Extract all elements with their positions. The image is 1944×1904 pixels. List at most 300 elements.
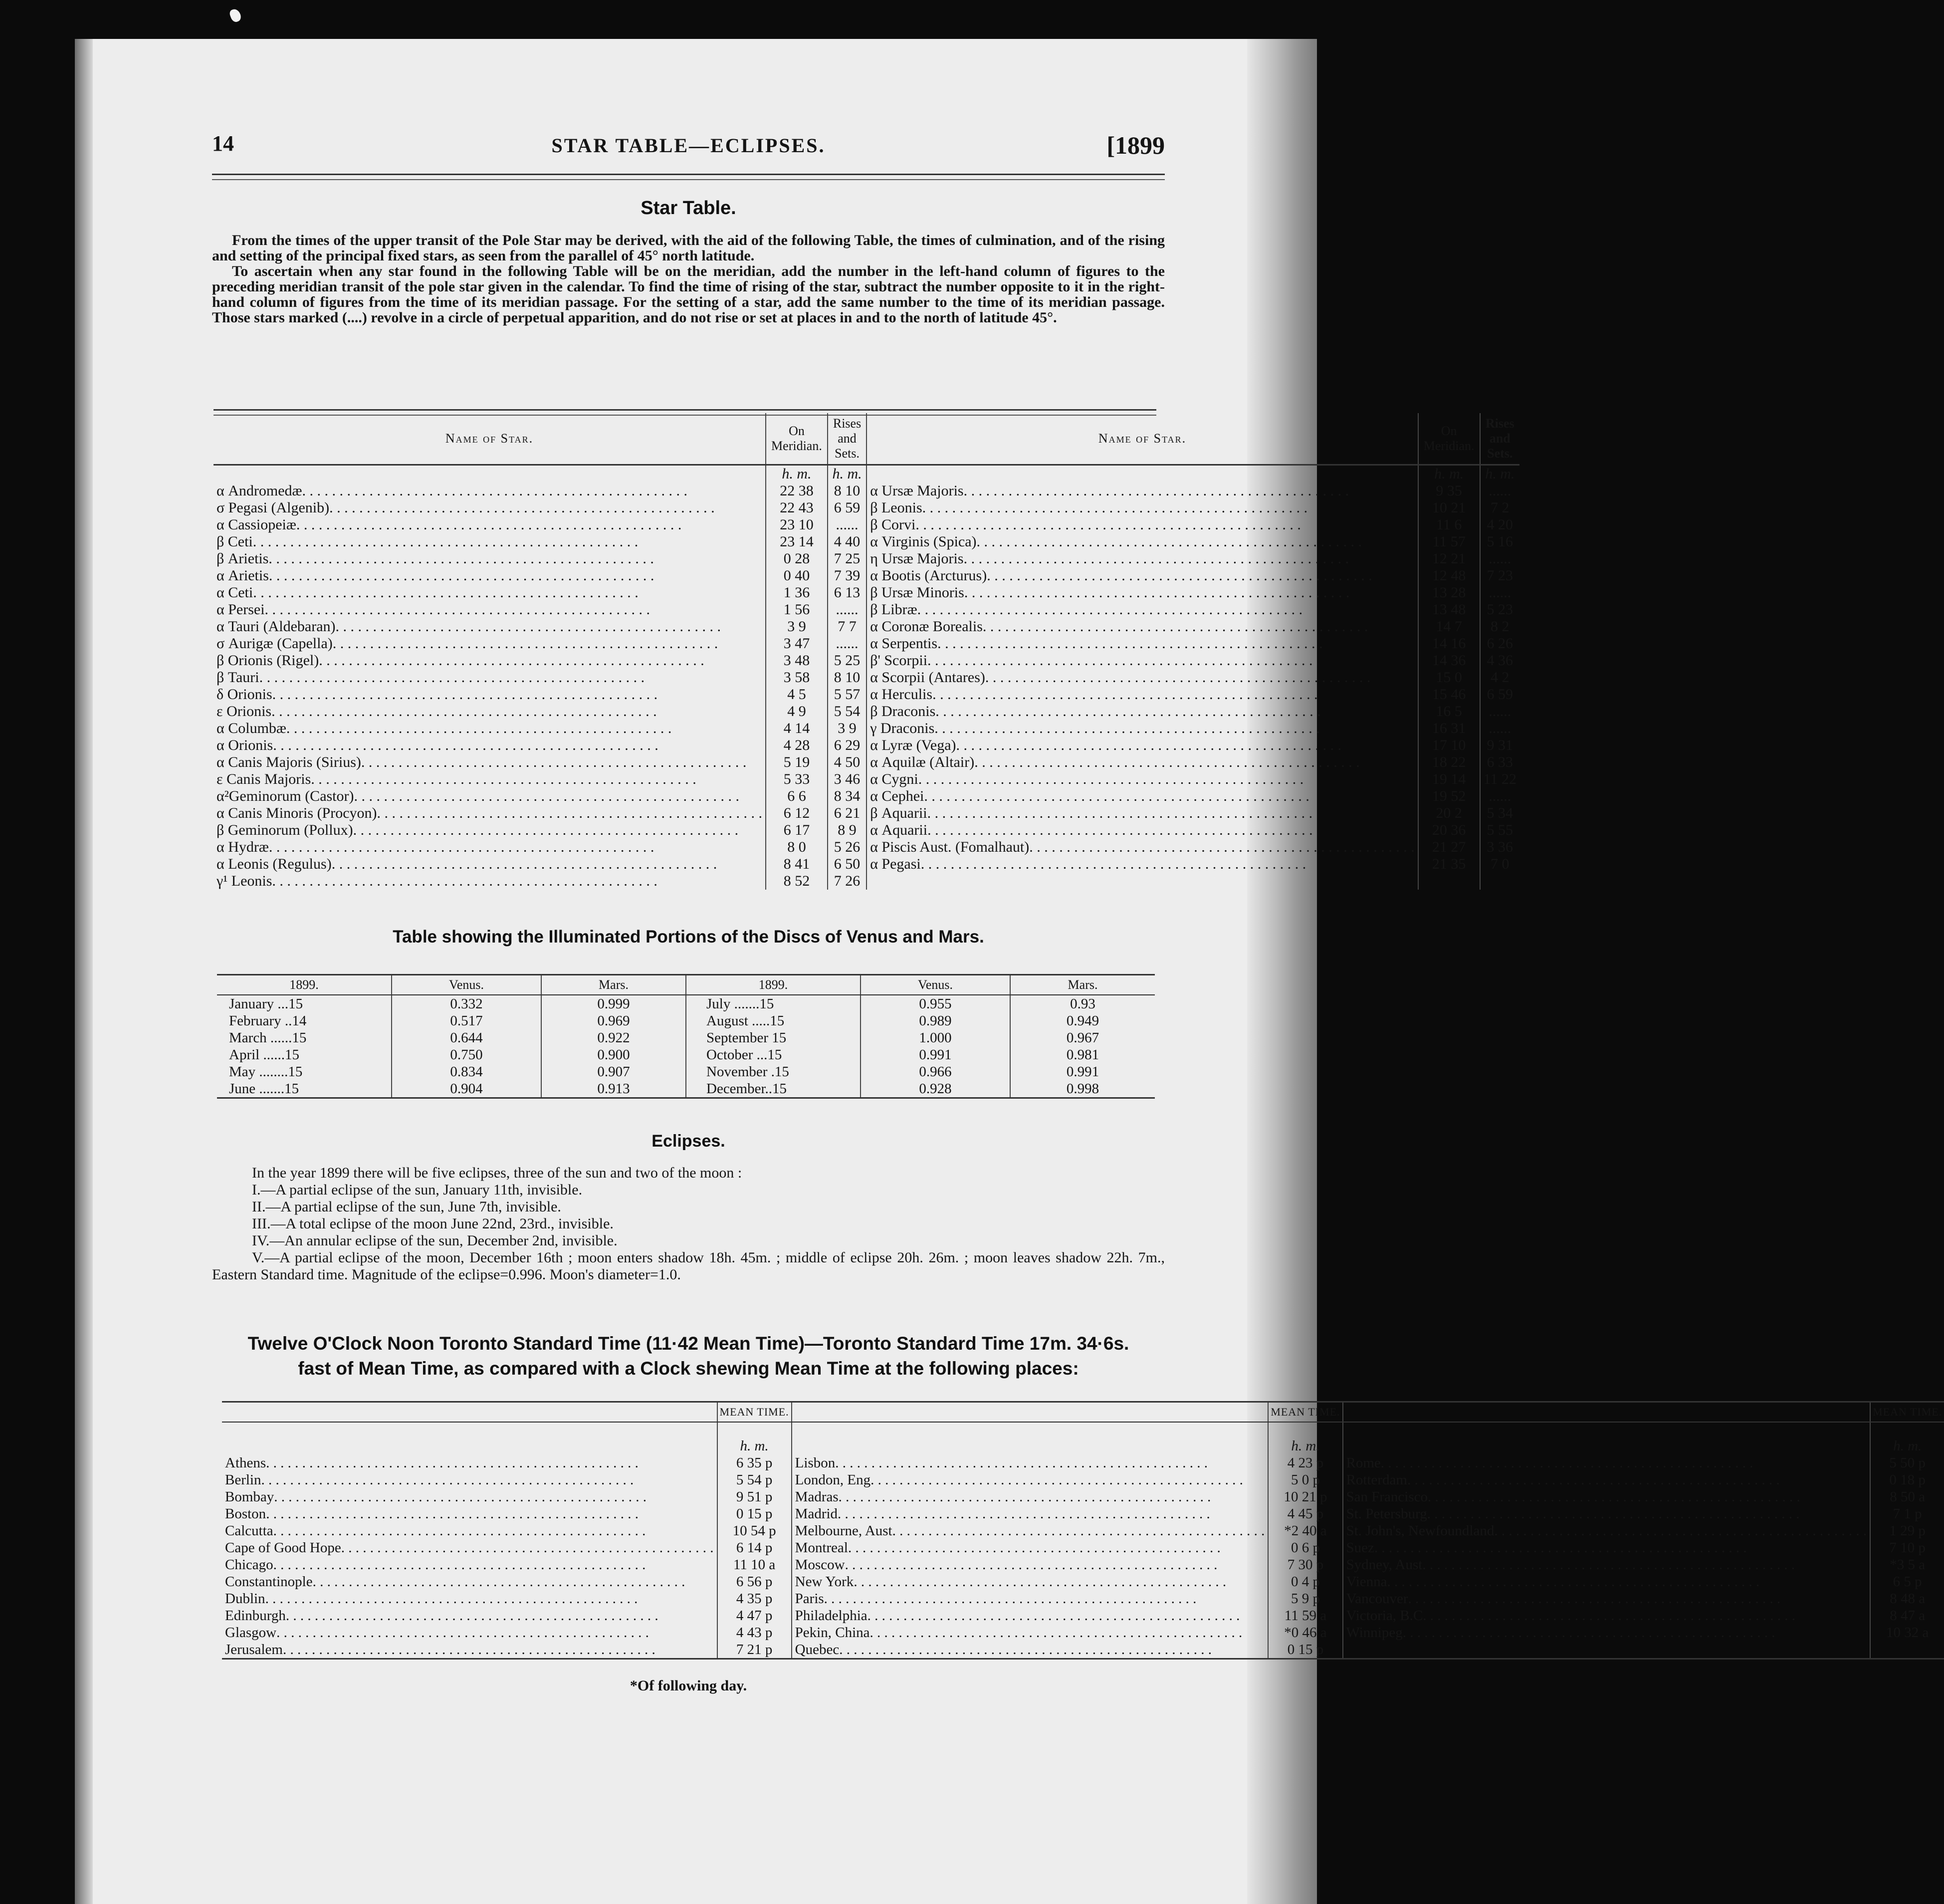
star-name <box>870 839 1415 856</box>
eclipse-item: III.—A total eclipse of the moon June 22nd, 23rd., invisible. <box>252 1215 614 1232</box>
mean-time-value: 9 51 p <box>717 1488 792 1505</box>
leader-dots <box>354 788 763 805</box>
mean-time-value: 5 9 p <box>1268 1590 1342 1607</box>
leader-dots <box>964 550 1415 567</box>
star-name <box>216 771 762 788</box>
rises-sets-value: 8 9 <box>828 822 866 839</box>
rises-sets-value: 8 10 <box>828 669 866 686</box>
units-row <box>222 1422 1944 1454</box>
date-cell: May ........15 <box>217 1063 392 1080</box>
leader-dots <box>1408 1590 1867 1607</box>
star-name-label: α Leonis (Regulus) <box>216 856 332 872</box>
star-name <box>216 669 762 686</box>
rises-sets-value: ...... <box>828 635 866 652</box>
place <box>225 1556 714 1573</box>
star-name <box>216 516 762 533</box>
mean-time-value: 0 15 p <box>1268 1641 1342 1659</box>
star-name <box>870 584 1415 601</box>
mars-value: 0.93 <box>1070 996 1095 1012</box>
illuminated-heading: Table showing the Illuminated Portions of the Discs of Venus and Mars. <box>393 927 984 947</box>
mars-value: 0.998 <box>1010 1080 1155 1098</box>
star-name-cell <box>214 669 766 686</box>
illuminated-table <box>217 974 1155 1099</box>
star-name-label: β Aquarii <box>870 805 927 821</box>
on-meridian-value: 6 17 <box>766 822 828 839</box>
on-meridian-value: 4 5 <box>766 686 828 703</box>
venus-value: 0.834 <box>392 1063 541 1080</box>
place <box>225 1607 714 1624</box>
leader-dots <box>974 754 1415 771</box>
on-meridian-value: 21 27 <box>1418 839 1480 856</box>
on-meridian-value: 3 47 <box>766 635 828 652</box>
place-name: Madras <box>795 1489 839 1505</box>
footnote: *Of following day. <box>630 1677 747 1694</box>
rises-sets-value: 4 50 <box>828 754 866 771</box>
star-row <box>214 737 1519 754</box>
star-name-cell <box>866 618 1418 635</box>
mean-time-value: 10 21 p <box>1268 1488 1342 1505</box>
star-row <box>214 839 1519 856</box>
rises-sets-value: 4 40 <box>828 533 866 550</box>
place-cell <box>222 1556 717 1573</box>
mean-time-row <box>222 1641 1944 1659</box>
star-name <box>870 703 1415 720</box>
units-row <box>214 465 1519 483</box>
star-name-cell <box>214 533 766 550</box>
place <box>795 1641 1265 1658</box>
leader-dots <box>269 839 762 856</box>
place-name: New York <box>795 1574 854 1590</box>
star-name-cell <box>214 482 766 499</box>
on-meridian-value: 6 12 <box>766 805 828 822</box>
star-name <box>870 516 1415 533</box>
rises-sets-value: 3 46 <box>828 771 866 788</box>
star-name <box>216 737 762 754</box>
star-name-label: α Lyræ (Vega) <box>870 737 956 753</box>
star-name-label: α Bootis (Arcturus) <box>870 567 987 584</box>
blank <box>866 465 1418 483</box>
leader-dots <box>272 686 762 703</box>
place-name: Pekin, China <box>795 1625 870 1641</box>
header-mars: Mars. <box>541 975 686 995</box>
on-meridian-value: 14 36 <box>1418 652 1480 669</box>
mean-time-row <box>222 1454 1944 1471</box>
star-name-label: β Tauri <box>216 669 259 686</box>
header-year: 1899. <box>686 975 861 995</box>
mean-time-value: 10 32 a <box>1886 1625 1929 1641</box>
star-row <box>214 856 1519 873</box>
star-name-cell <box>866 516 1418 533</box>
star-name <box>870 788 1415 805</box>
rises-sets-value: 6 59 <box>828 499 866 516</box>
star-name-label: β Ceti <box>216 533 253 550</box>
star-row <box>214 635 1519 652</box>
place <box>225 1488 714 1505</box>
date-cell: September 15 <box>686 1029 861 1046</box>
rises-sets-value: 6 13 <box>828 584 866 601</box>
rises-sets-value: 5 26 <box>828 839 866 856</box>
star-name-cell <box>214 771 766 788</box>
star-name-label: σ Aurigæ (Capella) <box>216 635 333 652</box>
place <box>795 1624 1265 1641</box>
mean-time-value: 6 14 p <box>717 1539 792 1556</box>
blank <box>222 1422 717 1454</box>
leader-dots <box>302 482 763 499</box>
star-name-label: α Cygni <box>870 771 918 787</box>
header-venus: Venus. <box>861 975 1010 995</box>
venus-value: 0.989 <box>861 1012 1010 1029</box>
rises-sets-value: ...... <box>1489 788 1512 804</box>
star-name-cell <box>214 584 766 601</box>
star-row <box>214 567 1519 584</box>
eclipses-list <box>212 1165 1165 1283</box>
leader-dots <box>341 1539 714 1556</box>
place-name: London, Eng <box>795 1472 871 1488</box>
venus-value: 0.904 <box>392 1080 541 1098</box>
leader-dots <box>377 805 763 822</box>
leader-dots <box>253 533 762 550</box>
place-name: Vancouver <box>1346 1591 1408 1607</box>
on-meridian-value: 22 43 <box>766 499 828 516</box>
rises-sets-value: 5 55 <box>1487 822 1513 838</box>
place-cell <box>222 1454 717 1471</box>
place <box>225 1505 714 1522</box>
on-meridian-value: 4 28 <box>766 737 828 754</box>
illuminated-row <box>217 1046 1155 1063</box>
leader-dots <box>1029 839 1415 856</box>
rises-sets-value: 6 21 <box>828 805 866 822</box>
place-cell <box>222 1590 717 1607</box>
place <box>795 1607 1265 1624</box>
leader-dots <box>927 805 1415 822</box>
place-cell <box>222 1624 717 1641</box>
star-name <box>870 618 1415 635</box>
on-meridian-value: 19 52 <box>1418 788 1480 805</box>
venus-value: 0.955 <box>861 995 1010 1012</box>
star-name <box>870 567 1415 584</box>
leader-dots <box>845 1556 1265 1573</box>
rises-sets-value: 9 31 <box>1487 737 1513 753</box>
leader-dots <box>274 1488 713 1505</box>
on-meridian-value: 17 10 <box>1418 737 1480 754</box>
header-year: 1899. <box>217 975 392 995</box>
leader-dots <box>838 1505 1265 1522</box>
mean-time-row <box>222 1539 1944 1556</box>
mean-time-value: 7 1 p <box>1893 1506 1922 1522</box>
leader-dots <box>1494 1522 1867 1539</box>
place-cell <box>1343 1505 1871 1522</box>
leader-dots <box>977 533 1415 550</box>
mars-value: 0.981 <box>1066 1047 1099 1063</box>
leader-dots <box>917 601 1415 618</box>
star-name-cell <box>866 737 1418 754</box>
place-name: Bombay <box>225 1489 274 1505</box>
star-name-cell <box>866 822 1418 839</box>
place-cell <box>222 1573 717 1590</box>
star-name-label: α Pegasi <box>870 856 921 872</box>
star-row <box>214 584 1519 601</box>
intro-paragraph-2: To ascertain when any star found in the following Table will be on the meridian, add the number in the left-hand column of figures to the preceding meridian transit of the pole star given in the calendar. To find the time of rising of the star, subtract the number opposite to it in the right-hand column of figures from the time of its meridian passage. For the setting of a star, add the same number to the time of its meridian passage. Those stars marked (....) revolve in a circle of perpetual apparition, and do not rise or set at places in and to the north of latitude 45°. <box>212 263 1165 326</box>
on-meridian-value: 3 58 <box>766 669 828 686</box>
header-venus: Venus. <box>392 975 541 995</box>
star-name-cell <box>866 805 1418 822</box>
place-name: Edinburgh <box>225 1608 286 1624</box>
star-name <box>870 822 1415 839</box>
star-name-cell <box>866 550 1418 567</box>
leader-dots <box>273 1522 714 1539</box>
leader-dots <box>269 567 762 584</box>
header-blank <box>792 1402 1269 1423</box>
mean-time-value: 0 18 p <box>1889 1472 1926 1488</box>
star-row <box>214 771 1519 788</box>
on-meridian-value: 3 48 <box>766 652 828 669</box>
place <box>1346 1471 1867 1488</box>
on-meridian-value: 21 35 <box>1418 856 1480 873</box>
star-name-label: δ Orionis <box>216 686 272 703</box>
leader-dots <box>273 1556 714 1573</box>
on-meridian-value: 8 52 <box>766 873 828 890</box>
place-cell <box>222 1607 717 1624</box>
star-name-label: α Canis Minoris (Procyon) <box>216 805 377 821</box>
blank <box>1418 873 1480 890</box>
star-name-cell <box>214 754 766 771</box>
place-cell <box>1343 1556 1871 1573</box>
leader-dots <box>311 771 762 788</box>
rises-sets-value: 6 50 <box>828 856 866 873</box>
place-cell <box>1343 1471 1871 1488</box>
star-name-label: α Hydræ <box>216 839 269 855</box>
place <box>795 1573 1265 1590</box>
star-name-label: α Virginis (Spica) <box>870 533 977 550</box>
place-name: Vienna <box>1346 1574 1387 1590</box>
star-name-cell <box>866 788 1418 805</box>
venus-value: 0.991 <box>861 1046 1010 1063</box>
leader-dots <box>985 669 1415 686</box>
star-name-label: ε Canis Majoris <box>216 771 311 787</box>
mean-time-row <box>222 1488 1944 1505</box>
star-name-label: β Leonis <box>870 499 922 516</box>
leader-dots <box>268 550 762 567</box>
place-name: Dublin <box>225 1591 265 1607</box>
star-name-label: α Herculis <box>870 686 933 703</box>
rises-sets-value: 7 23 <box>1487 567 1513 584</box>
star-name-label: α Serpentis <box>870 635 938 652</box>
mean-time-row <box>222 1522 1944 1539</box>
rises-sets-value: 6 26 <box>1487 635 1513 652</box>
star-name <box>216 499 762 516</box>
leader-dots <box>329 499 762 516</box>
star-name-cell <box>866 720 1418 737</box>
place-name: Rotterdam <box>1346 1472 1407 1488</box>
venus-value: 1.000 <box>861 1029 1010 1046</box>
star-name-cell <box>214 635 766 652</box>
venus-value: 0.750 <box>392 1046 541 1063</box>
on-meridian-value: 22 38 <box>766 482 828 499</box>
leader-dots <box>265 1590 714 1607</box>
star-name <box>216 550 762 567</box>
place-name: Melbourne, Aust <box>795 1523 892 1539</box>
star-name <box>870 669 1415 686</box>
leader-dots <box>265 601 763 618</box>
leader-dots <box>870 1471 1265 1488</box>
star-name-cell <box>214 499 766 516</box>
place-cell <box>792 1607 1269 1624</box>
eclipse-item: II.—A partial eclipse of the sun, June 7th, invisible. <box>252 1198 561 1215</box>
eclipses-heading: Eclipses. <box>651 1132 725 1151</box>
star-name <box>216 482 762 499</box>
leader-dots <box>273 737 762 754</box>
rises-sets-value: 7 2 <box>1491 499 1510 516</box>
rises-sets-value: ...... <box>1489 482 1512 499</box>
leader-dots <box>892 1522 1265 1539</box>
place <box>1346 1573 1867 1590</box>
place <box>795 1454 1265 1471</box>
rises-sets-value: 7 39 <box>828 567 866 584</box>
star-row <box>214 788 1519 805</box>
rises-sets-value: 11 22 <box>1483 771 1516 787</box>
mean-time-value: 4 45 p <box>1268 1505 1342 1522</box>
star-name-cell <box>866 856 1418 873</box>
star-name-label: α Ceti <box>216 584 253 601</box>
rises-sets-value: 4 2 <box>1491 669 1510 686</box>
on-meridian-value: 8 0 <box>766 839 828 856</box>
place <box>225 1522 714 1539</box>
mean-time-value: 7 10 p <box>1889 1540 1926 1556</box>
mean-time-value: 0 6 p <box>1268 1539 1342 1556</box>
mars-value: 0.999 <box>541 995 686 1012</box>
on-meridian-value: 0 28 <box>766 550 828 567</box>
star-name-cell <box>214 516 766 533</box>
star-name-label: α Persei <box>216 601 265 618</box>
header-mean-time: MEAN TIME. <box>717 1402 792 1423</box>
rises-sets-value: 5 25 <box>828 652 866 669</box>
star-table-heading: Star Table. <box>641 198 736 219</box>
place <box>225 1590 714 1607</box>
place-cell <box>1343 1573 1871 1590</box>
on-meridian-value: 14 16 <box>1418 635 1480 652</box>
leader-dots <box>915 516 1414 533</box>
star-row <box>214 601 1519 618</box>
illuminated-row <box>217 1012 1155 1029</box>
date-cell: December..15 <box>686 1080 861 1098</box>
star-name <box>216 584 762 601</box>
place-name: Chicago <box>225 1557 273 1573</box>
leader-dots <box>927 822 1415 839</box>
leader-dots <box>253 584 762 601</box>
place-name: Winnipeg <box>1346 1625 1403 1641</box>
units-label: h. m. <box>1485 466 1515 482</box>
star-name-cell <box>866 584 1418 601</box>
mars-value: 0.922 <box>541 1029 686 1046</box>
place-name: Philadelphia <box>795 1608 867 1624</box>
on-meridian-value: 15 46 <box>1418 686 1480 703</box>
star-name-cell <box>866 652 1418 669</box>
leader-dots <box>332 856 762 873</box>
place-name: Rome <box>1346 1455 1381 1471</box>
star-name <box>216 754 762 771</box>
star-name-cell <box>214 703 766 720</box>
rises-sets-value: 5 34 <box>1487 805 1513 821</box>
star-name <box>870 686 1415 703</box>
mean-time-row <box>222 1607 1944 1624</box>
eclipses-intro: In the year 1899 there will be five eclipses, three of the sun and two of the moon : <box>252 1165 742 1181</box>
star-name-cell <box>866 635 1418 652</box>
star-name <box>216 839 762 856</box>
mars-value: 0.991 <box>1066 1064 1099 1080</box>
leader-dots <box>1403 1624 1867 1641</box>
header-mean-time: MEAN TIME. <box>1870 1402 1944 1423</box>
leader-dots <box>937 635 1415 652</box>
star-name-cell <box>866 771 1418 788</box>
date-cell: January ...15 <box>217 995 392 1012</box>
blank <box>1870 1641 1944 1659</box>
mean-time-row <box>222 1471 1944 1488</box>
blank <box>1480 873 1519 890</box>
place-name: Constantinople <box>225 1574 313 1590</box>
on-meridian-value: 4 9 <box>766 703 828 720</box>
rises-sets-value: 4 20 <box>1487 516 1513 533</box>
leader-dots <box>848 1539 1265 1556</box>
place-cell <box>222 1522 717 1539</box>
star-name-cell <box>214 788 766 805</box>
on-meridian-value: 6 6 <box>766 788 828 805</box>
venus-value: 0.966 <box>861 1063 1010 1080</box>
star-name-label: γ¹ Leonis <box>216 873 272 889</box>
units-label: h. m. <box>1418 465 1480 483</box>
mean-time-value: *3 5 a <box>1890 1557 1926 1573</box>
mean-time-value: 7 21 p <box>717 1641 792 1659</box>
place <box>225 1573 714 1590</box>
star-row <box>214 618 1519 635</box>
noon-heading <box>212 1331 1165 1381</box>
mean-time-value: 0 15 p <box>717 1505 792 1522</box>
star-name <box>216 873 762 890</box>
leader-dots <box>835 1454 1265 1471</box>
leader-dots <box>1374 1539 1867 1556</box>
star-name-cell <box>214 873 766 890</box>
star-name <box>870 482 1415 499</box>
mean-time-value: 11 10 a <box>717 1556 792 1573</box>
header-mean-time: MEAN TIME. <box>1268 1402 1342 1423</box>
place-name: Athens <box>225 1455 266 1471</box>
star-name-label: α Aquilæ (Altair) <box>870 754 975 770</box>
leader-dots <box>921 856 1415 873</box>
leader-dots <box>336 618 763 635</box>
mean-time-value: 5 0 p <box>1268 1471 1342 1488</box>
place-cell <box>792 1522 1269 1539</box>
blank <box>1343 1641 1871 1659</box>
place-name: Madrid <box>795 1506 838 1522</box>
mean-time-value: 4 47 p <box>717 1607 792 1624</box>
rises-sets-value: ...... <box>1489 720 1512 736</box>
leader-dots <box>983 618 1415 635</box>
star-name-label: α Aquarii <box>870 822 928 838</box>
rises-sets-value: 5 16 <box>1487 533 1513 550</box>
place-name: Sydney, Aust <box>1346 1557 1423 1573</box>
mean-time-value: 7 30 p <box>1268 1556 1342 1573</box>
noon-heading-line-1: Twelve O'Clock Noon Toronto Standard Time (11·42 Mean Time)—Toronto Standard Time 17m. 34·6s. <box>247 1333 1129 1354</box>
on-meridian-value: 23 14 <box>766 533 828 550</box>
mean-time-value: 6 5 p <box>1893 1574 1922 1590</box>
mean-time-value: 1 29 p <box>1889 1523 1926 1539</box>
blank <box>866 873 1418 890</box>
on-meridian-value: 20 36 <box>1418 822 1480 839</box>
place <box>795 1539 1265 1556</box>
on-meridian-value: 0 40 <box>766 567 828 584</box>
star-name-label: α Cephei <box>870 788 924 804</box>
place-cell <box>1343 1539 1871 1556</box>
leader-dots <box>987 567 1415 584</box>
